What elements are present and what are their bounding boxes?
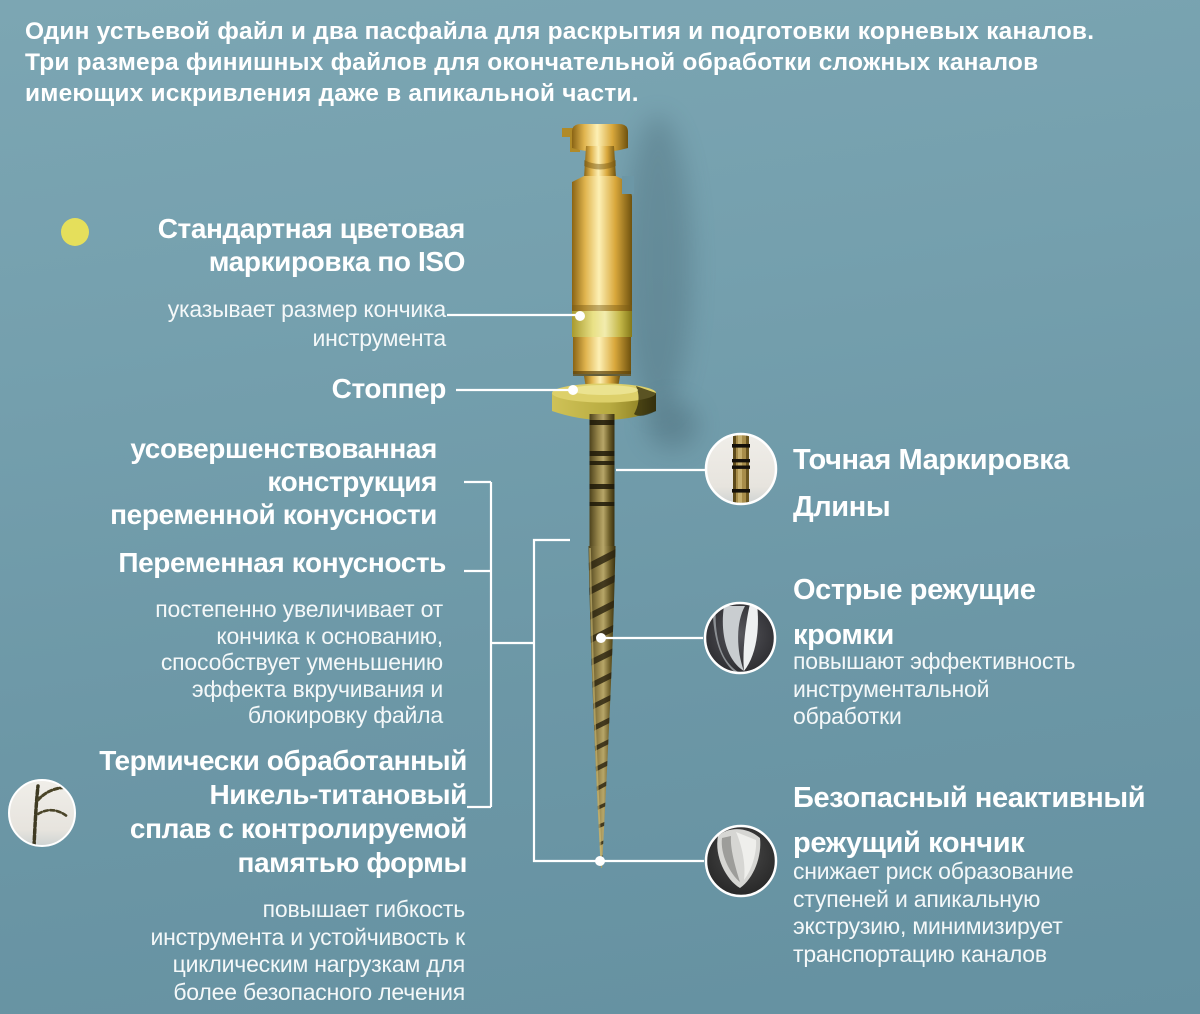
cutting-edges-photo	[705, 603, 775, 673]
stopper-label: Стоппер	[331, 373, 446, 404]
alloy-label: Термически обработанный Никель-титановый сплав с контролируемой памятью формы	[99, 745, 467, 878]
safe-tip-label: Безопасный неактивный режущий кончик	[793, 782, 1146, 859]
edges-anchor-dot	[596, 633, 606, 643]
safe-tip-description: снижает риск образование ступеней и апикальную экструзию, минимизирует транспортацию каналов	[793, 858, 1074, 967]
header-line: Один устьевой файл и два пасфайла для раскрытия и подготовки корневых каналов.	[25, 18, 1095, 45]
header-paragraph	[25, 16, 1094, 109]
header-line: Три размера финишных файлов для окончательной обработки сложных каналов	[25, 49, 1039, 76]
alloy-description: повышает гибкость инструмента и устойчивость к циклическим нагрузкам для более безопасного лечения	[150, 896, 465, 1005]
iso-marking-description: указывает размер кончика инструмента	[167, 296, 446, 351]
cutting-edges-description: повышают эффективность инструментальной обработки	[793, 648, 1076, 729]
iso-color-dot-icon	[61, 218, 89, 246]
spiral-flutes	[587, 546, 618, 868]
safe-tip-photo	[706, 826, 776, 896]
iso-marking-label: Стандартная цветовая маркировка по ISO	[157, 213, 465, 277]
iso-anchor-dot	[575, 311, 585, 321]
cutting-edges-label: Острые режущие кромки	[793, 574, 1036, 651]
header-line: имеющих искривления даже в апикальной части.	[25, 80, 639, 107]
left-bracket	[464, 482, 534, 807]
taper-description: постепенно увеличивает от кончика к основанию, способствует уменьшению эффекта вкручивания и блокировку файла	[155, 596, 443, 728]
tip-anchor-dot	[595, 856, 605, 866]
flute-bracket	[534, 540, 596, 861]
file-shaft	[590, 414, 615, 550]
length-marking-photo	[706, 432, 776, 506]
alloy-files-photo	[9, 780, 75, 846]
length-marking-label: Точная Маркировка Длины	[793, 444, 1070, 523]
stopper-anchor-dot	[568, 385, 578, 395]
taper-label: Переменная конусность	[118, 547, 446, 578]
design-label: усовершенствованная конструкция переменной конусности	[110, 433, 437, 530]
